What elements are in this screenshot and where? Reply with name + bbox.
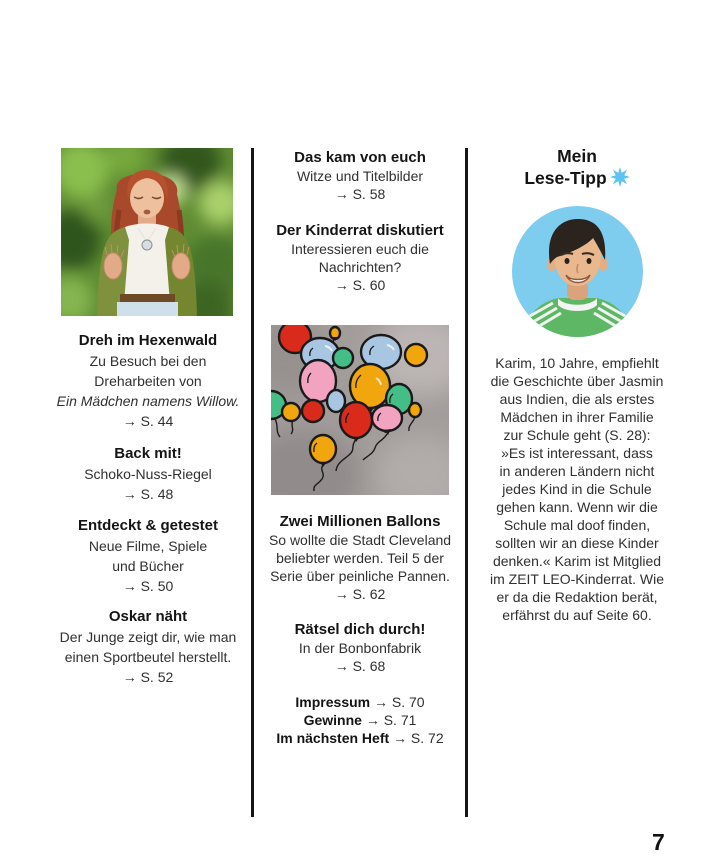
toc-entry-hexenwald xyxy=(40,331,256,431)
column-divider-left xyxy=(251,148,254,817)
entry-page-ref: → S. 72 xyxy=(393,730,444,746)
entry-description-line: Serie über peinliche Pannen. xyxy=(270,568,450,584)
toc-column-middle xyxy=(262,148,458,747)
toc-entry-back-mit xyxy=(40,444,256,504)
entry-title: Entdeckt & getestet xyxy=(77,517,219,534)
karim-portrait xyxy=(512,206,643,337)
paragraph-line: jedes Kind in die Schule xyxy=(502,481,652,497)
entry-title: Oskar näht xyxy=(108,608,188,625)
entry-description-line: Interessieren euch die xyxy=(291,241,429,257)
entry-description-line: So wollte die Stadt Cleveland xyxy=(268,532,452,548)
entry-page-ref: → S. 70 xyxy=(374,694,425,710)
entry-description-line: Nachrichten? xyxy=(318,259,402,275)
entry-description-line: beliebter werden. Teil 5 der xyxy=(276,550,444,566)
entry-page-ref: → S. 44 xyxy=(122,413,174,429)
paragraph-line: Schule mal doof finden, xyxy=(503,517,651,533)
entry-description-line: Dreharbeiten von xyxy=(94,373,202,389)
hexenwald-photo xyxy=(61,148,233,316)
entry-description-line: einen Sportbeutel herstellt. xyxy=(64,649,232,665)
karim-portrait-illustration xyxy=(512,206,643,337)
paragraph-line: Karim, 10 Jahre, empfiehlt xyxy=(495,355,659,371)
paragraph-line: die Geschichte über Jasmin xyxy=(490,373,664,389)
paragraph-line: »Es ist interessant, dass xyxy=(501,445,653,461)
toc-inline-entries xyxy=(262,693,458,747)
necklace-pendant xyxy=(142,240,152,250)
entry-description-line: und Bücher xyxy=(112,558,184,574)
entry-page-ref: → S. 68 xyxy=(334,658,386,674)
entry-title: Dreh im Hexenwald xyxy=(78,332,218,349)
entry-page-ref: → S. 58 xyxy=(334,186,386,202)
starburst-icon xyxy=(610,167,630,192)
entry-title: Impressum xyxy=(295,694,371,710)
entry-page-ref: → S. 48 xyxy=(122,486,174,502)
entry-page-ref: → S. 50 xyxy=(122,578,174,594)
paragraph-line: in anderen Ländern nicht xyxy=(499,463,655,479)
entry-title: Zwei Millionen Ballons xyxy=(279,513,441,530)
paragraph-line: denken.« Karim ist Mitglied xyxy=(492,553,662,569)
paragraph-line: zur Schule geht (S. 28): xyxy=(503,427,651,443)
entry-page-ref: → S. 71 xyxy=(365,712,417,728)
toc-entry-oskar xyxy=(40,607,256,687)
lese-tipp-heading xyxy=(467,146,687,192)
entry-description-line: Der Junge zeigt dir, wie man xyxy=(59,629,237,645)
entry-page-ref: → S. 62 xyxy=(334,586,386,602)
entry-page-ref: → S. 52 xyxy=(122,669,174,685)
entry-page-ref: → S. 60 xyxy=(334,277,386,293)
entry-description-line: Witze und Titelbilder xyxy=(296,168,424,184)
entry-title: Das kam von euch xyxy=(294,149,426,166)
entry-title: Im nächsten Heft xyxy=(276,730,390,746)
entry-description-line: Schoko-Nuss-Riegel xyxy=(84,466,212,482)
forest-girl-photo-illustration xyxy=(61,148,233,316)
paragraph-line: er da die Redaktion berät, xyxy=(496,589,658,605)
toc-entry-impressum xyxy=(262,693,458,711)
toc-column-left xyxy=(40,148,256,687)
toc-entry-gewinne xyxy=(262,711,458,729)
balloons-illustration xyxy=(271,325,449,495)
toc-entry-ballons xyxy=(262,512,458,603)
paragraph-line: im ZEIT LEO-Kinderrat. Wie xyxy=(489,571,664,587)
toc-entry-das-kam xyxy=(262,148,458,203)
heading-line-1: Mein xyxy=(557,146,597,166)
paragraph-line: erfährst du auf Seite 60. xyxy=(502,607,652,623)
entry-title: Rätsel dich durch! xyxy=(294,621,426,638)
entry-description-line-italic: Ein Mädchen namens Willow. xyxy=(56,393,240,409)
paragraph-line: Mädchen in ihrer Familie xyxy=(500,409,654,425)
page-number: 7 xyxy=(652,829,665,855)
entry-description-line: Zu Besuch bei den xyxy=(89,353,207,369)
entry-title: Gewinne xyxy=(303,712,362,728)
toc-entry-naechstes-heft xyxy=(262,729,458,747)
paragraph-line: gehen kann. Wenn wir die xyxy=(496,499,658,515)
balloons-photo xyxy=(271,325,449,495)
entry-description-line: In der Bonbonfabrik xyxy=(298,640,422,656)
entry-description-line: Neue Filme, Spiele xyxy=(88,538,208,554)
entry-title: Der Kinderrat diskutiert xyxy=(276,222,444,239)
heading-line-2: Lese-Tipp xyxy=(467,167,687,192)
lese-tipp-section xyxy=(467,146,687,624)
entry-title: Back mit! xyxy=(114,445,182,462)
lese-tipp-paragraph xyxy=(467,354,687,624)
paragraph-line: aus Indien, die als erstes xyxy=(499,391,655,407)
toc-entry-kinderrat xyxy=(262,221,458,294)
paragraph-line: sollten wir an diese Kinder xyxy=(495,535,659,551)
toc-entry-raetsel xyxy=(262,620,458,675)
toc-entry-entdeckt xyxy=(40,516,256,596)
